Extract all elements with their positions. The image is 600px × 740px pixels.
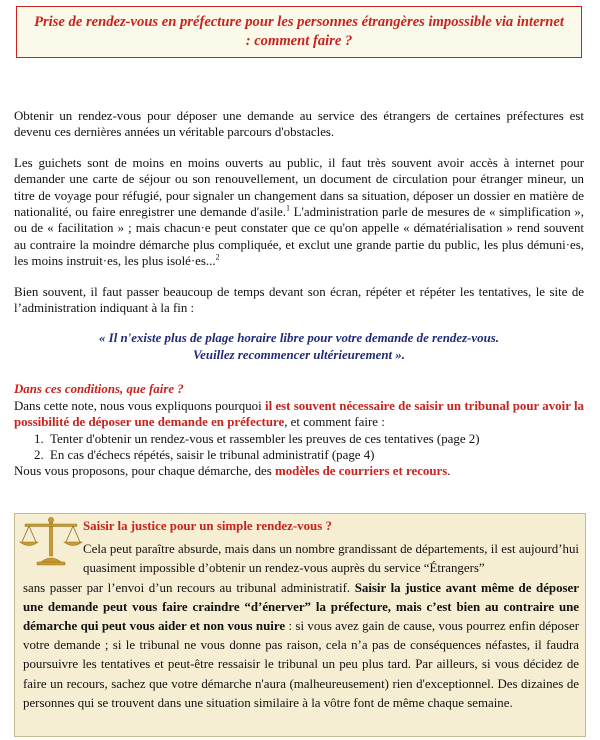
models-text-b: . <box>447 464 451 479</box>
guichets-text-a: Les guichets sont de moins en moins ouverts au public, il faut très souvent avoir accès à internet pour demander une carte de séjour ou son renouvellement, un document de circulation pour étranger mineur, un titre de voyage pour réfugié, pour signaler un changement dans sa situation, déposer un dossier en matière de nationalité, ou faire enregistrer une demande d'asile. <box>14 155 584 220</box>
ecran-text: Bien souvent, il faut passer beaucoup de temps devant son écran, répéter et répéter les tentatives, le site de l’administration indiquant à la fin : <box>14 284 584 316</box>
list-text: En cas d'échecs répétés, saisir le tribunal administratif (page 4) <box>50 447 375 462</box>
note-text-b: , et comment faire : <box>284 415 385 430</box>
ecran-paragraph <box>14 284 584 317</box>
intro-paragraph <box>14 108 584 141</box>
title-box <box>16 6 582 58</box>
footnote-ref-1[interactable]: 1 <box>285 203 290 213</box>
steps-list <box>14 431 584 464</box>
justice-text-a: sans passer par l’envoi d’un recours au tribunal administratif. <box>23 580 355 595</box>
justice-title: Saisir la justice pour un simple rendez-vous ? <box>83 519 332 533</box>
justice-intro: Cela peut paraître absurde, mais dans un nombre grandissant de départements, il est aujourd’hui quasiment impossible d’obtenir un rendez-vous auprès du service “Étrangers” <box>83 542 579 576</box>
guichets-paragraph <box>14 155 584 270</box>
models-text-a: Nous vous proposons, pour chaque démarche, des <box>14 464 275 479</box>
list-item <box>14 447 584 463</box>
list-item <box>14 431 584 447</box>
page-title: Prise de rendez-vous en préfecture pour les personnes étrangères impossible via internet : comment faire ? <box>34 14 564 49</box>
models-paragraph <box>14 463 584 479</box>
note-emphasis: il est souvent nécessaire de saisir un tribunal pour avoir la possibilité de déposer une demande en préfecture <box>14 398 584 430</box>
justice-content <box>15 514 587 713</box>
quote-line-2: Veuillez recommencer ultérieurement ». <box>193 347 405 362</box>
intro-text: Obtenir un rendez-vous pour déposer une demande au service des étrangers de certaines préfectures est devenu ces dernières années un véritable parcours d'obstacles. <box>14 109 584 140</box>
list-number: 1. <box>34 431 44 446</box>
guichets-text-b: L'administration parle de mesures de « simplification », ou de « facilitation » ; mais chacun·e peut constater que ce qu'on appelle « dématérialisation » rend souvent au contraire la moindre démarche plus compliquée, et exclut une grande partie du public, les plus démuni·es, les moins instruit·es, les plus isolé·es... <box>14 205 585 269</box>
note-text-a: Dans cette note, nous vous expliquons pourquoi <box>14 398 265 413</box>
list-text: Tenter d'obtenir un rendez-vous et rassembler les preuves de ces tentatives (page 2) <box>50 431 480 446</box>
body-text <box>14 108 584 480</box>
justice-bold-text: Saisir la justice avant même de déposer une demande peut vous faire craindre “d’énerver” la préfecture, mais c’est bien au contraire une démarche qui peut vous aider et non vous nuire <box>23 580 579 634</box>
list-number: 2. <box>34 447 44 462</box>
justice-box <box>14 513 586 737</box>
note-paragraph <box>14 398 584 431</box>
justice-body <box>23 579 579 713</box>
justice-text-b: : si vous avez gain de cause, vous pourrez enfin déposer votre demande ; si le tribunal ne vous donne pas raison, cela n’a pas de conséquences néfastes, il faudra poursuivre les tentatives et peut-être ressaisir le tribunal un peu plus tard. Par ailleurs, si vous décidez de faire un recours, sachez que votre démarche n'aura (malheureusement) rien d'exceptionnel. Des dizaines de personnes qui se trouvent dans une situation similaire à la vôtre font de même chaque semaine. <box>23 619 579 710</box>
error-quote <box>14 330 584 363</box>
footnote-ref-2[interactable]: 2 <box>215 252 220 262</box>
quote-line-1: « Il n'existe plus de plage horaire libre pour votre demande de rendez-vous. <box>99 331 499 346</box>
section-heading: Dans ces conditions, que faire ? <box>14 382 184 397</box>
models-emphasis: modèles de courriers et recours <box>274 464 448 479</box>
